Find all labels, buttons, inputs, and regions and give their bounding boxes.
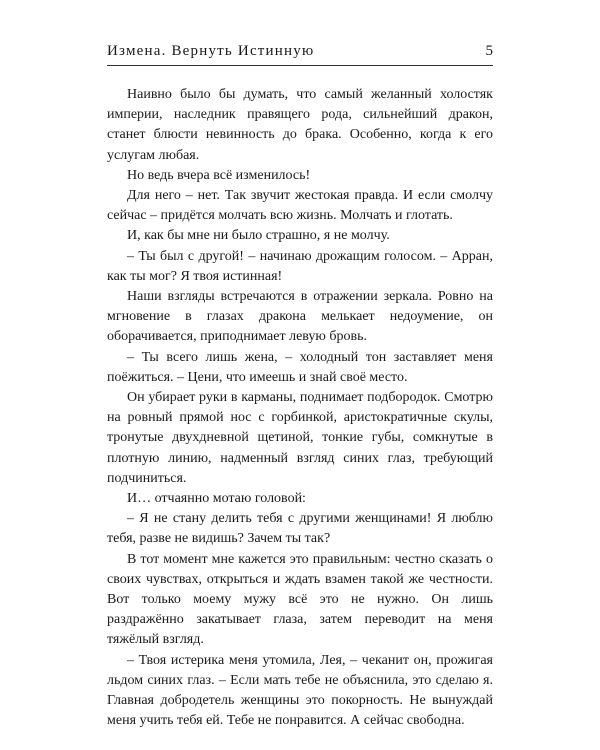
paragraph: – Твоя истерика меня утомила, Лея, – чеканит он, прожигая льдом синих глаз. – Если мать тебе не объяснила, это сделаю я. Главная добродетель женщины это покорность. Не вынуждай меня учить тебя ей. Тебе не понравится. А сейчас свободна.	[107, 652, 493, 729]
running-header	[107, 42, 493, 66]
paragraph: – Я не стану делить тебя с другими женщинами! Я люблю тебя, разве не видишь? Зачем ты так?	[107, 511, 493, 547]
paragraph: – Ты был с другой! – начинаю дрожащим голосом. – Арран, как ты мог? Я твоя истинная!	[107, 248, 493, 284]
page-number: 5	[485, 43, 493, 59]
paragraph: Наши взгляды встречаются в отражении зеркала. Ровно на мгновение в глазах дракона мелькает недоумение, он оборачивается, приподнимает левую бровь.	[107, 289, 493, 345]
paragraph: Он убирает руки в карманы, поднимает подбородок. Смотрю на ровный прямой нос с горбинкой, аристократичные скулы, тронутые двухдневной щетиной, тонкие губы, сомкнутые в плотную линию, надменный взгляд синих глаз, требующий подчиниться.	[107, 390, 493, 486]
book-title: Измена. Вернуть Истинную	[107, 43, 315, 59]
paragraph: И, как бы мне ни было страшно, я не молчу.	[127, 228, 390, 244]
paragraph: Но ведь вчера всё изменилось!	[127, 167, 311, 183]
paragraph: И… отчаянно мотаю головой:	[127, 491, 306, 507]
paragraph: Для него – нет. Так звучит жестокая правда. И если смолчу сейчас – придётся молчать всю жизнь. Молчать и глотать.	[107, 188, 493, 224]
header-divider	[107, 65, 493, 66]
paragraph: В тот момент мне кажется это правильным: честно сказать о своих чувствах, открыться и ждать взамен такой же честности. Вот только моему мужу всё это не нужно. Он лишь раздражённо закатывает глаза, затем переводит на меня тяжёлый взгляд.	[107, 551, 493, 648]
paragraph: – Ты всего лишь жена, – холодный тон заставляет меня поёжиться. – Цени, что имеешь и знай своё место.	[107, 349, 493, 385]
body-text	[107, 85, 493, 732]
paragraph: Наивно было бы думать, что самый желанный холостяк империи, наследник правящего рода, сильнейший дракон, станет блюсти невинность до брака. Особенно, когда к его услугам любая.	[107, 87, 493, 163]
